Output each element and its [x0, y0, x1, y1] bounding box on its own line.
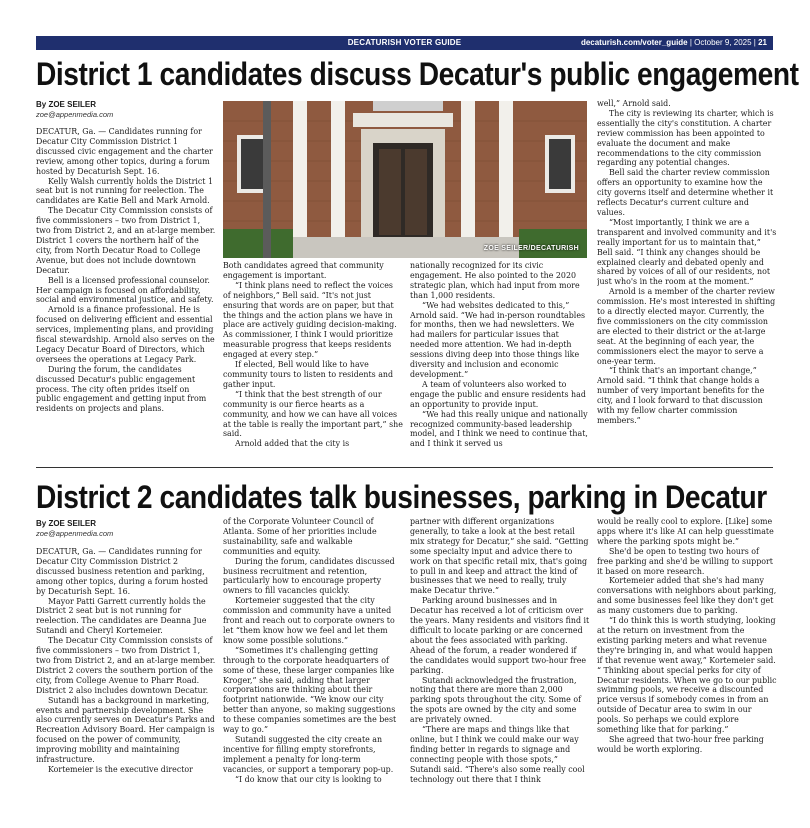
article1-headline: District 1 candidates discuss Decatur's public engagement	[36, 56, 799, 92]
paragraph: partner with different organizations generally, to take a look at the best retail mix strategy for Decatur,” she said. “Getting some specialty input and advice there to work on that specific retail mix, that's going to pull in and keep and attract the kind of businesses that we need to really, truly make Decatur thrive.”	[410, 517, 589, 596]
paragraph: “We had this really unique and nationally recognized community-based leadership model, and I think we need to continue that, and I think it served us	[410, 409, 588, 449]
issue-date: | October 9, 2025 |	[689, 38, 756, 47]
article1-col2	[223, 261, 403, 462]
paragraph: Mayor Patti Garrett currently holds the District 2 seat but is not running for reelection. The candidates are Deanna Jue Sutandi and Cheryl Kortemeier.	[36, 596, 207, 636]
paragraph: “There are maps and things like that online, but I think we could make our way finding better in regards to signage and connecting people with those spots,” Sutandi said. “There's also some really cool technology out there that I think	[410, 725, 585, 784]
paragraph: Bell said the charter review commission offers an opportunity to examine how the city governs itself and determine whether it reflects Decatur's current culture and values.	[597, 168, 774, 217]
paragraph: DECATUR, Ga. — Candidates running for Decatur City Commission District 2 discussed business retention and parking, among other topics, during a forum hosted by Decaturish Sept. 16.	[36, 547, 209, 596]
paragraph: Arnold is a member of the charter review commission. He's most interested in shifting to a directly elected mayor. Currently, the five commissioners on the city commission are elected to their district or the at-large seat. At the beginning of each year, the commissioners elect the mayor to serve a one-year term.	[597, 287, 776, 366]
article2-headline: District 2 candidates talk businesses, parking in Decatur	[36, 479, 767, 515]
page-banner	[36, 36, 773, 50]
article2-col4	[597, 517, 777, 797]
paragraph: well,” Arnold said.	[597, 99, 671, 108]
article2-col1	[36, 547, 216, 797]
paragraph: “I think that the best strength of our community is our fierce hearts as a community, and how we can have all voices at the table is really the important part,” she said.	[223, 389, 403, 439]
paragraph: Kortemeier is the executive director	[48, 764, 193, 774]
paragraph: Kortemeier suggested that the city commission and community have a united front and reach out to corporate owners to let “them know how we feel and let them know some possible solutions.”	[223, 596, 395, 645]
paragraph: Kortemeier added that she's had many conversations with neighbors about parking, and some businesses feel like they don't get as many customers due to parking.	[597, 576, 777, 616]
paragraph: Sutandi acknowledged the frustration, noting that there are more than 2,000 parking spots throughout the city. Some of the spots are owned by the city and some are privately owned.	[410, 675, 582, 725]
paragraph: “I do think this is worth studying, looking at the return on investment from the existing parking meters and what revenue they're bringing in, and what would happen if that revenue went away,” Kortemeier said. “ Thinking about special perks for city of Decatur residents. When we go to our public swimming pools, we receive a discounted price versus if somebody comes in from an outside of Decatur area to swim in our pools. So perhaps we could explore something like that for parking.”	[597, 616, 777, 735]
article1-col4	[597, 99, 777, 462]
paragraph: Parking around businesses and in Decatur has received a lot of criticism over the years. Many residents and visitors find it difficult to locate parking or are concerned about the fees associated with parking. Ahead of the forum, a reader wondered if the candidates would support two-hour free parking.	[410, 596, 590, 675]
photo-credit: ZOE SEILER/DECATURISH	[483, 245, 579, 252]
banner-meta	[581, 38, 767, 47]
paragraph: DECATUR, Ga. — Candidates running for Decatur City Commission District 1 discussed civic engagement and the charter review, among other topics, during a forum hosted by Decaturish Sept. 16.	[36, 127, 213, 176]
paragraph: “Most importantly, I think we are a transparent and involved community and it's really important for us to maintain that,” Bell said. “I think any changes should be explained clearly and debated openly and shared by voices of all of our residents, not just who's in the room at the moment.”	[597, 217, 777, 287]
paragraph: Arnold added that the city is	[235, 439, 350, 449]
paragraph: of the Corporate Volunteer Council of Atlanta. Some of her priorities include sustainability, safe and walkable communities and equity.	[223, 517, 377, 556]
article1-col3	[410, 261, 590, 462]
paragraph: During the forum, the candidates discussed Decatur's public engagement process. The city often prides itself on public engagement and getting input from residents on projects and plans.	[36, 364, 207, 414]
paragraph: nationally recognized for its civic engagement. He also pointed to the 2020 strategic plan, which had input from more than 1,000 residents.	[410, 261, 580, 300]
article1-email: zoe@appenmedia.com	[36, 110, 114, 119]
paragraph: Bell is a licensed professional counselor. Her campaign is focused on affordability, social and environmental justice, and safety.	[36, 275, 214, 305]
paragraph: “Sometimes it's challenging getting through to the corporate headquarters of some of these, these larger companies like Kroger,” she said, adding that larger corporations are thinking about their footprint nationwide. “We know our city better than anyone, so making suggestions to these companies sometimes are the best way to go.”	[223, 645, 397, 735]
paragraph: She agreed that two-hour free parking would be worth exploring.	[597, 734, 764, 754]
paragraph: Sutandi has a background in marketing, events and partnership development. She also currently serves on Decatur's Parks and Recreation Advisory Board. Her campaign is focused on the power of community, improving mobility and maintaining infrastructure.	[36, 695, 215, 765]
article-photo	[223, 101, 587, 258]
article2-col3	[410, 517, 590, 797]
paragraph: “I do know that our city is looking to	[235, 774, 382, 784]
paragraph: “I think that's an important change,” Arnold said. “I think that change holds a number of very important benefits for the city, and I look forward to that discussion with my fellow charter commission members.”	[597, 366, 765, 425]
paragraph: Kelly Walsh currently holds the District 1 seat but is not running for reelection. The candidates are Katie Bell and Mark Arnold.	[36, 176, 213, 206]
paragraph: Arnold is a finance professional. He is focused on delivering efficient and essential services, implementing plans, and providing fiscal stewardship. Arnold also serves on the Legacy Decatur Board of Directors, which oversees the operations at Legacy Park.	[36, 305, 215, 364]
paragraph: Both candidates agreed that community engagement is important.	[223, 261, 384, 280]
paragraph: The Decatur City Commission consists of five commissioners – two from District 1, two from District 2, and an at-large member. District 1 covers the northern half of the city, from North Decatur Road to College Avenue, but does not include downtown Decatur.	[36, 206, 216, 275]
paragraph: If elected, Bell would like to have community tours to listen to residents and gather input.	[223, 360, 394, 389]
page-number: 21	[758, 38, 767, 47]
paragraph: “We had websites dedicated to this,” Arnold said. “We had in-person roundtables for months, then we had newsletters. We had mailers for particular issues that needed more attention. We had in-depth sessions diving deep into those things like diversity and inclusion and economic development.”	[410, 300, 586, 379]
building-photo	[223, 101, 587, 258]
paragraph: would be really cool to explore. [Like] some apps where it's like AI can help guesstimate where the parking spots might be.”	[597, 517, 774, 546]
site-url: decaturish.com/voter_guide	[580, 38, 688, 47]
article1-byline: By ZOE SEILER	[36, 100, 97, 109]
paragraph: A team of volunteers also worked to engage the public and ensure residents had an opportunity to provide input.	[410, 379, 586, 409]
paragraph: Sutandi suggested the city create an incentive for filling empty storefronts, implement a penalty for long-term vacancies, or support a temporary pop-up.	[223, 734, 394, 774]
paragraph: The city is reviewing its charter, which is essentially the city's constitution. A charter review commission has been appointed to evaluate the document and make recommendations to the city commission regarding any potential changes.	[597, 108, 774, 168]
paragraph: “I think plans need to reflect the voices of neighbors,” Bell said. “It's not just ensuring that words are on paper, but that the things and the action plans we have in place are actively guiding decision-making. As commissioner, I think I would prioritize measurable progress that keeps residents engaged at every step.”	[223, 280, 397, 360]
article2-byline: By ZOE SEILER	[36, 519, 97, 528]
paragraph: During the forum, candidates discussed business recruitment and retention, particularly how to encourage property owners to fill vacancies quickly.	[223, 556, 395, 596]
article1-col1	[36, 127, 216, 462]
paragraph: The Decatur City Commission consists of five commissioners – two from District 1, two from District 2, and an at-large member. District 2 covers the southern portion of the city, from College Avenue to Pharr Road. District 2 also includes downtown Decatur.	[36, 636, 216, 695]
article2-email: zoe@appenmedia.com	[36, 529, 114, 538]
article2-col2	[223, 517, 403, 797]
paragraph: She'd be open to testing two hours of free parking and she'd be willing to support it based on more research.	[597, 546, 773, 576]
section-title: DECATURISH VOTER GUIDE	[347, 38, 462, 47]
section-divider	[36, 467, 773, 468]
